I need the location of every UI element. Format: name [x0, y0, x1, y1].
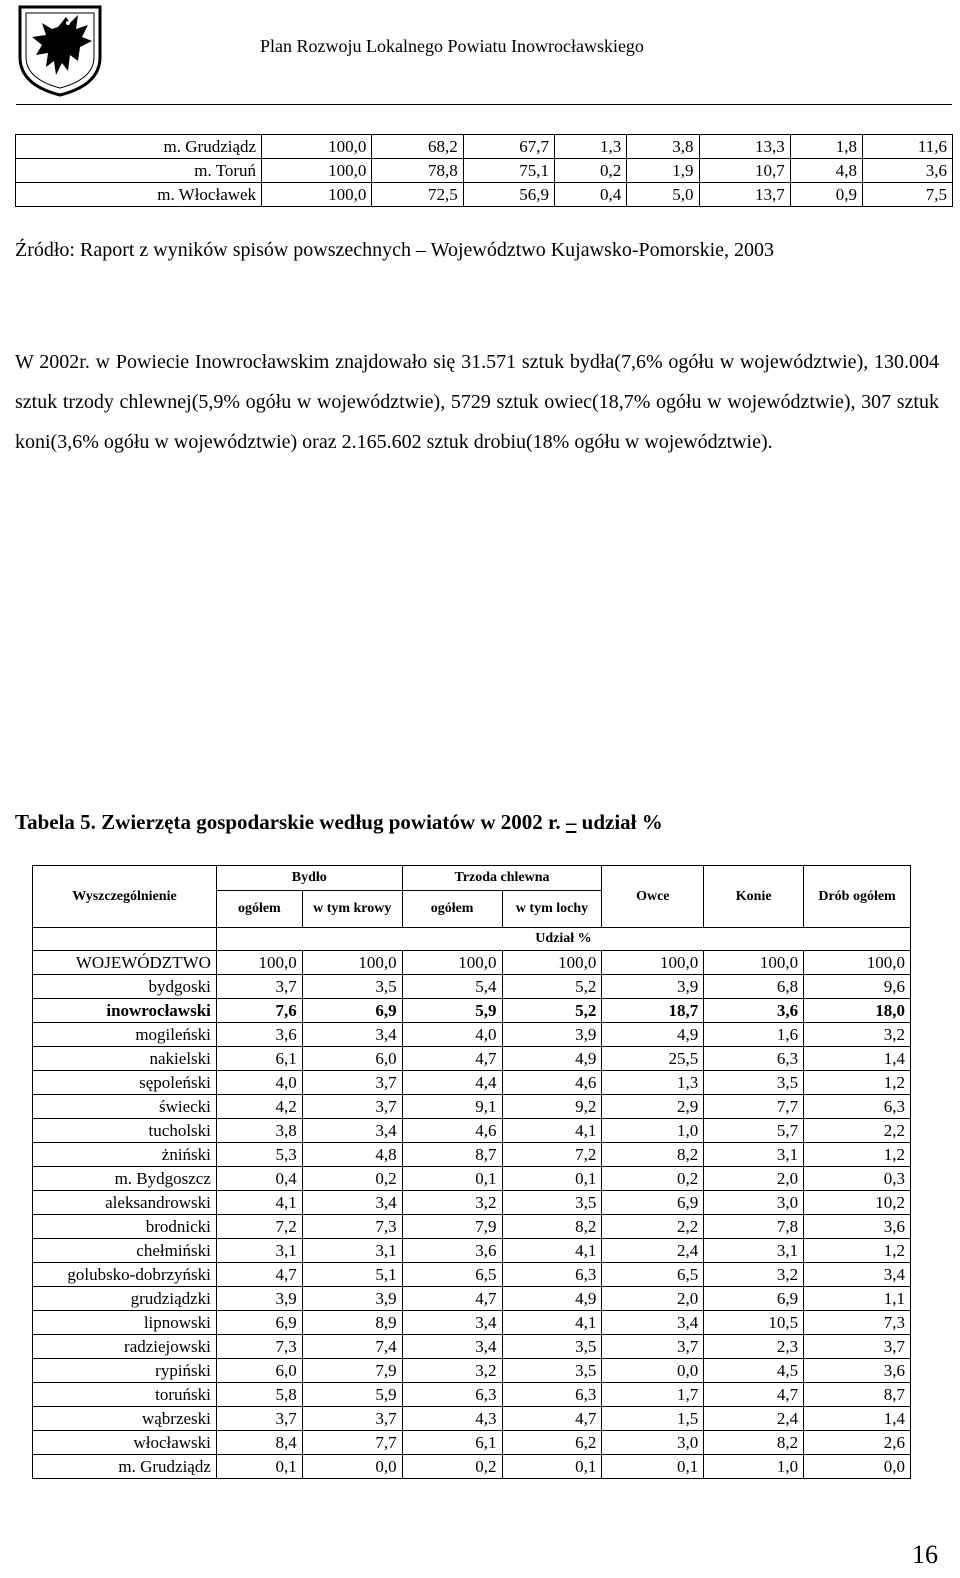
table-cell: 3,7 — [216, 975, 302, 999]
table-row — [33, 1287, 911, 1311]
table-cell: 6,9 — [704, 1287, 804, 1311]
table-cell: 4,1 — [502, 1239, 602, 1263]
table-cell: 6,3 — [502, 1263, 602, 1287]
table-row — [33, 1455, 911, 1479]
table-cell: 1,7 — [602, 1383, 704, 1407]
table-cell: 0,2 — [555, 159, 627, 183]
table-cell: 3,6 — [804, 1359, 911, 1383]
table-cell: 7,6 — [216, 999, 302, 1023]
row-label: rypiński — [33, 1359, 217, 1383]
table-cell: 2,0 — [704, 1167, 804, 1191]
table-cell: 3,1 — [302, 1239, 402, 1263]
table-cell: 3,1 — [704, 1239, 804, 1263]
table-cell: 3,6 — [402, 1239, 502, 1263]
row-label: grudziądzki — [33, 1287, 217, 1311]
table-cell: 3,4 — [302, 1119, 402, 1143]
table-cell: 7,9 — [402, 1215, 502, 1239]
table-cell: 100,0 — [502, 951, 602, 975]
table-cell: 0,2 — [402, 1455, 502, 1479]
table-row — [33, 1263, 911, 1287]
table-cell: 0,0 — [302, 1455, 402, 1479]
table-cell: 3,4 — [302, 1191, 402, 1215]
row-label: tucholski — [33, 1119, 217, 1143]
table-cell: 6,9 — [302, 999, 402, 1023]
row-label: lipnowski — [33, 1311, 217, 1335]
header-item: Wyszczególnienie — [33, 866, 217, 928]
row-label: żniński — [33, 1143, 217, 1167]
coat-of-arms-icon — [18, 5, 102, 97]
table-cell: 4,7 — [402, 1287, 502, 1311]
page-header — [0, 0, 960, 112]
table-cell: 7,3 — [804, 1311, 911, 1335]
table-cell: 0,0 — [804, 1455, 911, 1479]
table-cell: 3,4 — [302, 1023, 402, 1047]
table-cell: 5,3 — [216, 1143, 302, 1167]
table-cell: 0,2 — [302, 1167, 402, 1191]
table-cell: 0,9 — [790, 183, 862, 207]
row-label: świecki — [33, 1095, 217, 1119]
table-cell: 4,9 — [502, 1287, 602, 1311]
header-unit-blank — [33, 928, 217, 951]
table-cell: 3,4 — [804, 1263, 911, 1287]
table-row — [33, 1407, 911, 1431]
row-label: WOJEWÓDZTWO — [33, 951, 217, 975]
table-cell: 100,0 — [602, 951, 704, 975]
table-cell: 5,1 — [302, 1263, 402, 1287]
table-cell: 3,4 — [402, 1311, 502, 1335]
row-label: m. Grudziądz — [16, 135, 262, 159]
table-cell: 3,7 — [302, 1095, 402, 1119]
table-cell: 6,8 — [704, 975, 804, 999]
row-label: chełmiński — [33, 1239, 217, 1263]
table-cell: 4,1 — [216, 1191, 302, 1215]
table-row — [33, 975, 911, 999]
table-cell: 1,1 — [804, 1287, 911, 1311]
table-cell: 72,5 — [372, 183, 463, 207]
row-label: golubsko-dobrzyński — [33, 1263, 217, 1287]
table-cell: 6,3 — [704, 1047, 804, 1071]
table-cell: 68,2 — [372, 135, 463, 159]
table-cell: 3,7 — [804, 1335, 911, 1359]
table-cell: 0,0 — [602, 1359, 704, 1383]
table-cell: 7,4 — [302, 1335, 402, 1359]
header-cattle-total: ogółem — [216, 891, 302, 928]
header-row-unit — [33, 928, 911, 951]
table-cell: 6,0 — [216, 1359, 302, 1383]
table-cell: 6,9 — [216, 1311, 302, 1335]
table-cell: 67,7 — [463, 135, 554, 159]
table-row — [33, 1143, 911, 1167]
table-cell: 2,6 — [804, 1431, 911, 1455]
header-horses: Konie — [704, 866, 804, 928]
table-caption — [15, 810, 663, 835]
table-cell: 5,2 — [502, 975, 602, 999]
table-cell: 9,6 — [804, 975, 911, 999]
caption-dash: – — [565, 810, 577, 834]
header-poultry: Drób ogółem — [804, 866, 911, 928]
table-cell: 4,2 — [216, 1095, 302, 1119]
table-cell: 3,1 — [216, 1239, 302, 1263]
row-label: m. Bydgoszcz — [33, 1167, 217, 1191]
table-cell: 3,2 — [402, 1359, 502, 1383]
table-cell: 3,6 — [216, 1023, 302, 1047]
table-cell: 3,4 — [402, 1335, 502, 1359]
row-label: bydgoski — [33, 975, 217, 999]
table-cell: 56,9 — [463, 183, 554, 207]
row-label: mogileński — [33, 1023, 217, 1047]
table-cell: 3,5 — [502, 1359, 602, 1383]
body-paragraph: W 2002r. w Powiecie Inowrocławskim znajdowało się 31.571 sztuk bydła(7,6% ogółu w województwie), 130.004 sztuk trzody chlewnej(5,9% ogółu w województwie), 5729 sztuk owiec(18,7% ogółu w województwie), 307 sztuk koni(3,6% ogółu w województwie) oraz 2.165.602 sztuk drobiu(18% ogółu w województwie). — [15, 351, 939, 453]
table-cell: 6,5 — [402, 1263, 502, 1287]
table-cell: 3,9 — [502, 1023, 602, 1047]
table-row — [33, 1167, 911, 1191]
table-cell: 4,9 — [502, 1047, 602, 1071]
table-row — [33, 1047, 911, 1071]
table-cell: 6,0 — [302, 1047, 402, 1071]
header-pigs: Trzoda chlewna — [402, 866, 602, 891]
table-cell: 100,0 — [402, 951, 502, 975]
table-cell: 78,8 — [372, 159, 463, 183]
table-cell: 5,2 — [502, 999, 602, 1023]
header-unit: Udział % — [216, 928, 910, 951]
table-cell: 1,3 — [555, 135, 627, 159]
header-divider — [16, 104, 952, 105]
table-row — [16, 159, 953, 183]
table-cell: 8,2 — [602, 1143, 704, 1167]
table-cell: 3,6 — [863, 159, 953, 183]
table-cell: 0,1 — [216, 1455, 302, 1479]
table-cell: 4,5 — [704, 1359, 804, 1383]
table-cell: 4,7 — [402, 1047, 502, 1071]
table-cell: 13,3 — [699, 135, 790, 159]
table-cell: 1,8 — [790, 135, 862, 159]
table-cell: 3,4 — [602, 1311, 704, 1335]
table-cell: 100,0 — [216, 951, 302, 975]
table-row — [16, 183, 953, 207]
table-cell: 0,1 — [502, 1167, 602, 1191]
table-row — [33, 999, 911, 1023]
table-row — [16, 135, 953, 159]
table-row — [33, 1335, 911, 1359]
table-cell: 5,4 — [402, 975, 502, 999]
table-cell: 0,1 — [402, 1167, 502, 1191]
table-cell: 3,1 — [704, 1143, 804, 1167]
livestock-table — [32, 865, 911, 1479]
table-cell: 5,9 — [402, 999, 502, 1023]
row-label: brodnicki — [33, 1215, 217, 1239]
row-label: inowrocławski — [33, 999, 217, 1023]
table-cell: 18,0 — [804, 999, 911, 1023]
table-cell: 3,6 — [704, 999, 804, 1023]
table-cell: 1,4 — [804, 1047, 911, 1071]
row-label: toruński — [33, 1383, 217, 1407]
table-cell: 100,0 — [804, 951, 911, 975]
table-row — [33, 1359, 911, 1383]
row-label: m. Grudziądz — [33, 1455, 217, 1479]
table-cell: 11,6 — [863, 135, 953, 159]
table-cell: 1,0 — [704, 1455, 804, 1479]
source-note: Źródło: Raport z wyników spisów powszechnych – Województwo Kujawsko-Pomorskie, 2003 — [15, 239, 775, 261]
table-cell: 3,7 — [302, 1407, 402, 1431]
table-cell: 1,0 — [602, 1119, 704, 1143]
table-cell: 3,5 — [502, 1335, 602, 1359]
table-row — [33, 1215, 911, 1239]
table-cell: 4,0 — [402, 1023, 502, 1047]
table-cell: 7,2 — [216, 1215, 302, 1239]
table-cell: 9,1 — [402, 1095, 502, 1119]
row-label: wąbrzeski — [33, 1407, 217, 1431]
table-cell: 3,7 — [216, 1407, 302, 1431]
caption-tail: udział % — [576, 810, 663, 834]
table-cell: 4,9 — [602, 1023, 704, 1047]
row-label: sępoleński — [33, 1071, 217, 1095]
table-cell: 1,2 — [804, 1143, 911, 1167]
table-cell: 7,3 — [216, 1335, 302, 1359]
header-pigs-total: ogółem — [402, 891, 502, 928]
table-cell: 3,7 — [302, 1071, 402, 1095]
table-cell: 8,7 — [804, 1383, 911, 1407]
table-cell: 4,1 — [502, 1311, 602, 1335]
table-cell: 3,2 — [804, 1023, 911, 1047]
table-cell: 5,0 — [627, 183, 699, 207]
table-cell: 5,9 — [302, 1383, 402, 1407]
table-cell: 4,6 — [402, 1119, 502, 1143]
table-cell: 100,0 — [302, 951, 402, 975]
row-label: aleksandrowski — [33, 1191, 217, 1215]
table-cell: 6,1 — [402, 1431, 502, 1455]
table-cell: 7,7 — [302, 1431, 402, 1455]
table-cell: 100,0 — [262, 135, 372, 159]
table-cell: 6,5 — [602, 1263, 704, 1287]
table-cell: 4,7 — [502, 1407, 602, 1431]
table-cell: 3,8 — [627, 135, 699, 159]
table-row — [33, 1119, 911, 1143]
table-cell: 4,3 — [402, 1407, 502, 1431]
table-cell: 8,2 — [502, 1215, 602, 1239]
table-cell: 9,2 — [502, 1095, 602, 1119]
table-row — [33, 1239, 911, 1263]
table-cell: 4,4 — [402, 1071, 502, 1095]
table-cell: 6,2 — [502, 1431, 602, 1455]
table-cell: 3,0 — [602, 1431, 704, 1455]
table-cell: 7,8 — [704, 1215, 804, 1239]
table-cell: 6,3 — [402, 1383, 502, 1407]
table-cell: 2,4 — [602, 1239, 704, 1263]
table-cell: 4,8 — [790, 159, 862, 183]
table-cell: 4,1 — [502, 1119, 602, 1143]
table-cell: 8,2 — [704, 1431, 804, 1455]
table-row — [33, 1311, 911, 1335]
table-row — [33, 1095, 911, 1119]
table-cell: 10,2 — [804, 1191, 911, 1215]
table-cell: 1,3 — [602, 1071, 704, 1095]
table-cell: 100,0 — [704, 951, 804, 975]
table-cell: 25,5 — [602, 1047, 704, 1071]
table-cell: 4,8 — [302, 1143, 402, 1167]
table-cell: 2,0 — [602, 1287, 704, 1311]
table-cell: 6,3 — [804, 1095, 911, 1119]
row-label: m. Toruń — [16, 159, 262, 183]
table-cell: 7,2 — [502, 1143, 602, 1167]
table-cell: 3,9 — [302, 1287, 402, 1311]
row-label: nakielski — [33, 1047, 217, 1071]
page-number: 16 — [912, 1540, 938, 1569]
table-row — [33, 951, 911, 975]
table-cell: 3,8 — [216, 1119, 302, 1143]
table-cell: 8,9 — [302, 1311, 402, 1335]
table-cell: 0,1 — [602, 1455, 704, 1479]
table-cell: 18,7 — [602, 999, 704, 1023]
table-cell: 100,0 — [262, 159, 372, 183]
table-cell: 7,9 — [302, 1359, 402, 1383]
row-label: włocławski — [33, 1431, 217, 1455]
table-cell: 2,2 — [602, 1215, 704, 1239]
table-cell: 1,2 — [804, 1071, 911, 1095]
table-cell: 3,5 — [302, 975, 402, 999]
table-cell: 3,2 — [704, 1263, 804, 1287]
row-label: m. Włocławek — [16, 183, 262, 207]
table-cell: 3,0 — [704, 1191, 804, 1215]
table-cell: 5,8 — [216, 1383, 302, 1407]
row-label: radziejowski — [33, 1335, 217, 1359]
table-cell: 100,0 — [262, 183, 372, 207]
header-row-1 — [33, 866, 911, 891]
table-cell: 4,0 — [216, 1071, 302, 1095]
table-row — [33, 1071, 911, 1095]
table-cell: 3,9 — [602, 975, 704, 999]
table-cell: 2,4 — [704, 1407, 804, 1431]
table-cell: 1,5 — [602, 1407, 704, 1431]
table-cell: 7,5 — [863, 183, 953, 207]
table-cell: 4,7 — [216, 1263, 302, 1287]
table-cell: 3,5 — [704, 1071, 804, 1095]
table-cell: 8,7 — [402, 1143, 502, 1167]
table-row — [33, 1431, 911, 1455]
table-cell: 2,9 — [602, 1095, 704, 1119]
table-cell: 10,7 — [699, 159, 790, 183]
table-cell: 2,2 — [804, 1119, 911, 1143]
table-cell: 1,4 — [804, 1407, 911, 1431]
table-cell: 0,1 — [502, 1455, 602, 1479]
table-cell: 3,2 — [402, 1191, 502, 1215]
caption-lead: Tabela 5. Zwierzęta gospodarskie według powiatów w 2002 r. — [15, 810, 566, 834]
table-cell: 75,1 — [463, 159, 554, 183]
header-sheep: Owce — [602, 866, 704, 928]
table-cell: 0,2 — [602, 1167, 704, 1191]
table-cell: 3,5 — [502, 1191, 602, 1215]
table-cell: 4,7 — [704, 1383, 804, 1407]
table-cell: 3,7 — [602, 1335, 704, 1359]
table-cell: 10,5 — [704, 1311, 804, 1335]
table-cell: 5,7 — [704, 1119, 804, 1143]
header-title: Plan Rozwoju Lokalnego Powiatu Inowrocławskiego — [260, 36, 644, 56]
table-cell: 7,3 — [302, 1215, 402, 1239]
table-cell: 1,2 — [804, 1239, 911, 1263]
table-cell: 0,3 — [804, 1167, 911, 1191]
table-cell: 1,6 — [704, 1023, 804, 1047]
header-pigs-sows: w tym lochy — [502, 891, 602, 928]
table-continuation — [15, 134, 953, 207]
table-cell: 8,4 — [216, 1431, 302, 1455]
header-cattle-cows: w tym krowy — [302, 891, 402, 928]
table-row — [33, 1383, 911, 1407]
table-cell: 4,6 — [502, 1071, 602, 1095]
table-cell: 6,3 — [502, 1383, 602, 1407]
table-cell: 0,4 — [555, 183, 627, 207]
header-cattle: Bydło — [216, 866, 402, 891]
table-cell: 6,9 — [602, 1191, 704, 1215]
table-cell: 7,7 — [704, 1095, 804, 1119]
table-cell: 13,7 — [699, 183, 790, 207]
table-row — [33, 1191, 911, 1215]
table-cell: 6,1 — [216, 1047, 302, 1071]
table-row — [33, 1023, 911, 1047]
table-cell: 0,4 — [216, 1167, 302, 1191]
table-cell: 3,9 — [216, 1287, 302, 1311]
table-cell: 1,9 — [627, 159, 699, 183]
table-cell: 2,3 — [704, 1335, 804, 1359]
table-cell: 3,6 — [804, 1215, 911, 1239]
